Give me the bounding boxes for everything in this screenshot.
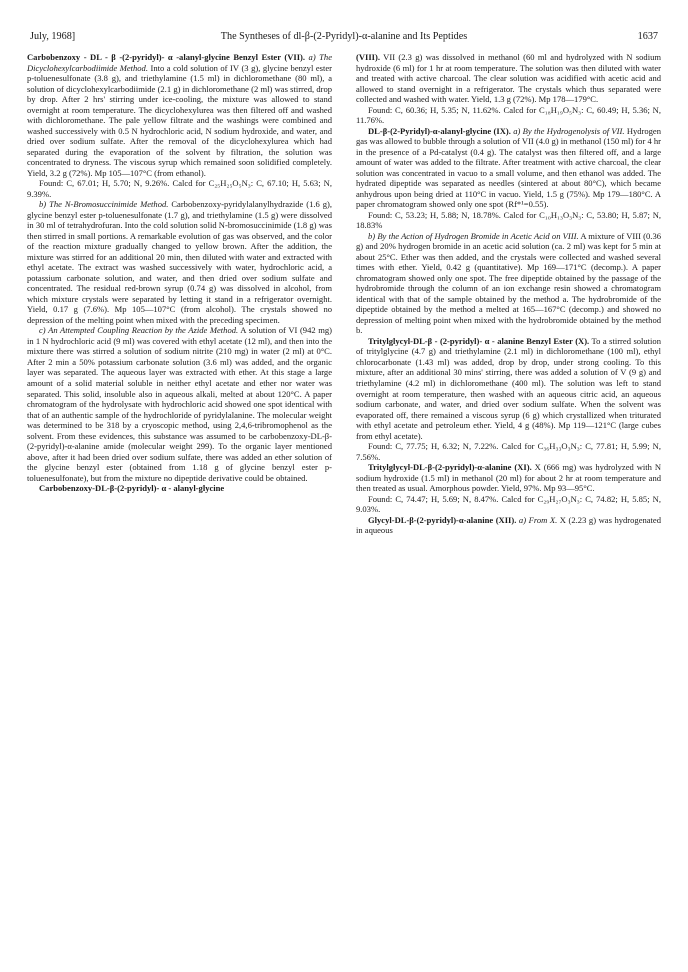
body-text: Found: C, 60.36; H, 5.35; N, 11.62%. Calcd for C₁₈H₁₉O₅N₃: C, 60.49; H, 5.36; N, 11.76%. xyxy=(356,104,661,126)
compound-heading: (VIII). xyxy=(356,52,380,62)
body-text: A mixture of VIII (0.36 g) and 20% hydrogen bromide in an acetic acid solution (ca. 2 ml) was kept for 5 min at about 25°C. Ether was then added, and the crystals were collected and washed several times with ether. Yield, 0.42 g (quantitative). Mp 169—171°C (decomp.). A paper chromatogram showed only one spot. The free dipeptide obtained by the passage of the hydrobromide through the column of an ion exchange resin showed a chromatogram identical with that of the sample obtained by the method a. The hydrobromide of the dipeptide obtained by the method a melted at 165—167°C (decomp.) and showed no depression of melting point when mixed with the hydrobromide obtained by the method b. xyxy=(356,230,661,336)
body-text: Into a cold solution of IV (3 g), glycine benzyl ester p-toluenesulfonate (3.8 g), and triethylamine (1.5 ml) in dichloromethane (80 ml), a solution of dicyclohexylcarbodiimide (2.1 g) in dichloromethane (2 ml) was stirred, drop by drop. After 2 hrs' stirring under ice-cooling, the mixture was allowed to stand overnight at room temperature. The dicyclohexylurea was then filtered off and washed with dichloromethane. The pale yellow filtrate and the washings were combined and washed successively with 0.5 N hydrochloric acid, N sodium hydroxide, and water, and dried over sodium sulfate. After the removal of the dicyclohexylurea which had separated during the evaporation of the solvent by filtration, the solution was concentrated to dryness. The viscous syrup which remained soon solidified completely. Yield, 3.2 g (72%). Mp 105—107°C (from ethanol). xyxy=(27,62,332,178)
method-heading: b) The N-Bromosuccinimide Method. xyxy=(39,199,169,210)
header-title: The Syntheses of dl-β-(2-Pyridyl)-α-alanine and Its Peptides xyxy=(220,31,468,42)
method-heading: a) xyxy=(518,514,527,525)
paragraph xyxy=(27,483,332,494)
compound-heading: Glycyl-DL-β-(2-pyridyl)-α-alanine (XII). xyxy=(368,514,517,525)
method-heading: c) An Attempted Coupling Reaction by the Azide Method. xyxy=(39,325,239,336)
compound-heading: Carbobenzoxy-DL-β-(2-pyridyl)- α - alanyl-glycine xyxy=(39,483,225,494)
body-text: A solution of VI (942 mg) in 1 N hydrochloric acid (9 ml) was covered with ethyl acetate (12 ml), and then into the mixture there was stirred a solution of sodium nitrite (210 mg) in water (2 ml) at 0°C. After 2 min a 50% potassium carbonate solution (3.6 ml) was added, and the organic layer was separated. The aqueous layer was extracted with ether. At this stage a large amount of a solid material soluble in neither ethyl acetate and ether nor water was separated. This solid, insoluble also in aqueous alkali, melted at about 120°C. A paper chromatogram of the hydrolysate with hydrochloric acid showed one spot identical with that of an authentic sample of the hydrochloride of pyridylalanine. The molecular weight was determined to be 318 by a cryoscopic method, using 2,4,6-tribromophenol as the solvent. From these evidences, this substance was assumed to be carbobenzoxy-DL-β-(2-pyridyl)-α-alanine amide (molecular weight 299). To the organic layer mentioned above, after it had been dried over sodium sulfate, there was added an ether solution of the glycine benzyl ester (obtained from 1.18 g of glycine benzyl ester p-toluenesulfonate), but from the mixture no dipeptide derivative could be obtained. xyxy=(27,325,332,483)
paragraph xyxy=(356,494,661,515)
paragraph xyxy=(356,105,661,126)
paragraph xyxy=(356,462,661,494)
body-text: To a stirred solution of tritylglycine (4.7 g) and triethylamine (2.1 ml) in dichloromethane (100 ml), ethyl chlorocarbonate (1.43 ml) was added, drop by drop, under strong cooling. To this mixture, after an additional 30 mins' stirring, there was added a solution of V (9 g) and triethylamine (4.2 ml) in dichloromethane (400 ml). The solution was left to stand overnight at room temperature, then washed with an aqueous citric acid, an aqueous sodium carbonate, and water, and dried over sodium sulfate. When the solvent was evaporated off, there remained a viscous syrup (6 g) which crystallized when triturated with ethyl acetate and petroleum ether. Yield, 4 g (48%). Mp 119—121°C (large cubes from ethyl acetate). xyxy=(356,335,661,441)
body-text: X (666 mg) was hydrolyzed with N sodium hydroxide (1.5 ml) in methanol (20 ml) for about 2 hr at room temperature and then treated as usual. Amorphous powder. Yield, 97%. Mp 93—95°C. xyxy=(356,462,662,494)
compound-heading: Tritylglycyl-DL-β - (2-pyridyl)- α - alanine Benzyl Ester (X). xyxy=(368,335,590,346)
body-text: Carbobenzoxy-pyridylalanylhydrazide (1.6 g), glycine benzyl ester p-toluenesulfonate (1.7 g), and triethylamine (1.5 g) were dissolved in 30 ml of tetrahydrofuran. Into the cold solution solid N-bromosuccinimide (1.8 g) was then stirred in small portions. A remarkable evolution of gas was observed, and the color of the reaction mixture gradually changed to yellow brown. After the addition, the mixture was stirred for an additional 20 min, then diluted with water and extracted with ethyl acetate. The extract was washed successively with water, hydrochloric acid, a potassium carbonate solution, and water, and then dried over sodium sulfate and concentrated. The residual red-brown syrup (0.74 g) was dissolved in alcohol, from which mixture crystals were separated by letting it stand in a refrigerator overnight. Yield, 0.17 g (7.6%). Mp 105—107°C (from alcohol). The crystals showed no depression of the melting point when mixed with the preceding specimen. xyxy=(27,199,332,325)
body-text: X (2.23 g) was hydrogenated in aqueous xyxy=(356,514,661,536)
running-header xyxy=(30,29,658,45)
compound-heading: DL-β-(2-Pyridyl)-α-alanyl-glycine (IX). xyxy=(368,125,511,136)
page-number: 1637 xyxy=(637,31,658,42)
body-text: VII (2.3 g) was dissolved in methanol (60 ml and hydrolyzed with N sodium hydroxide (6 ml) for 1 hr at room temperature. The solution was then diluted with water and treated with active charcoal. The clear solution was acidified with acetic acid and allowed to stand overnight in a refrigerator. The crystals which thus separated were collected and washed with water. Yield, 1.3 g (72%). Mp 178—179°C. xyxy=(356,52,661,105)
method-heading: b) By the Action of Hydrogen Bromide in Acetic Acid on VIII. xyxy=(368,230,579,241)
paragraph xyxy=(356,126,661,210)
method-heading: From X. xyxy=(528,514,558,525)
compound-heading: Carbobenzoxy - DL - β -(2-pyridyl)- α -alanyl-glycine Benzyl Ester (VII). xyxy=(27,52,306,62)
body-text: Found: C, 77.75; H, 6.32; N, 7.22%. Calcd for C₃₆H₃₃O₃N₃: C, 77.81; H, 5.99; N, 7.56%. xyxy=(356,441,661,462)
paragraph xyxy=(356,336,661,441)
left-column xyxy=(27,52,332,494)
paragraph xyxy=(356,52,661,105)
paragraph xyxy=(27,199,332,325)
header-date: July, 1968] xyxy=(30,31,76,42)
paragraph xyxy=(27,52,332,178)
paragraph xyxy=(356,515,661,536)
body-text: Found: C, 74.47; H, 5.69; N, 8.47%. Calcd for C₂₉H₂₇O₃N₃: C, 74.82; H, 5.85; N, 9.03%. xyxy=(356,493,661,515)
paragraph xyxy=(356,210,661,231)
body-text: Found: C, 53.23; H, 5.88; N, 18.78%. Calcd for C₁₀H₁₃O₃N₃: C, 53.80; H, 5.87; N, 18.83% xyxy=(356,209,661,231)
compound-heading: Tritylglycyl-DL-β-(2-pyridyl)-α-alanine (XI). xyxy=(368,462,532,473)
right-column xyxy=(356,52,661,536)
method-heading: a) By the Hydrogenolysis of VII. xyxy=(513,125,625,136)
body-text: Hydrogen gas was allowed to bubble through a solution of VII (4.0 g) in methanol (150 ml) for 4 hr in the presence of a Pd-catalyst (0.4 g). The catalyst was then filtered off, and a large amount of water was added to the filtrate. After treatment with active charcoal, the clear solution was concentrated in vacuo to a small volume, and then ethanol was added. The hydrated dipeptide was separated as needles (sintered at about 80°C), which became anhydrous upon being dried at 110°C in vacuo. Yield, 1.5 g (75%). Mp 179—180°C. A paper chromatogram showed only one spot (Rf*¹=0.55). xyxy=(356,125,661,210)
paragraph xyxy=(27,325,332,483)
paragraph xyxy=(27,178,332,199)
method-heading: a) The Dicyclohexylcarbodiimide Method. xyxy=(27,52,332,73)
body-text: Found: C, 67.01; H, 5.70; N, 9.26%. Calcd for C₂₅H₂₅O₅N₃: C, 67.10; H, 5.63; N, 9.39%. xyxy=(27,178,332,199)
paragraph xyxy=(356,231,661,336)
paragraph xyxy=(356,441,661,462)
